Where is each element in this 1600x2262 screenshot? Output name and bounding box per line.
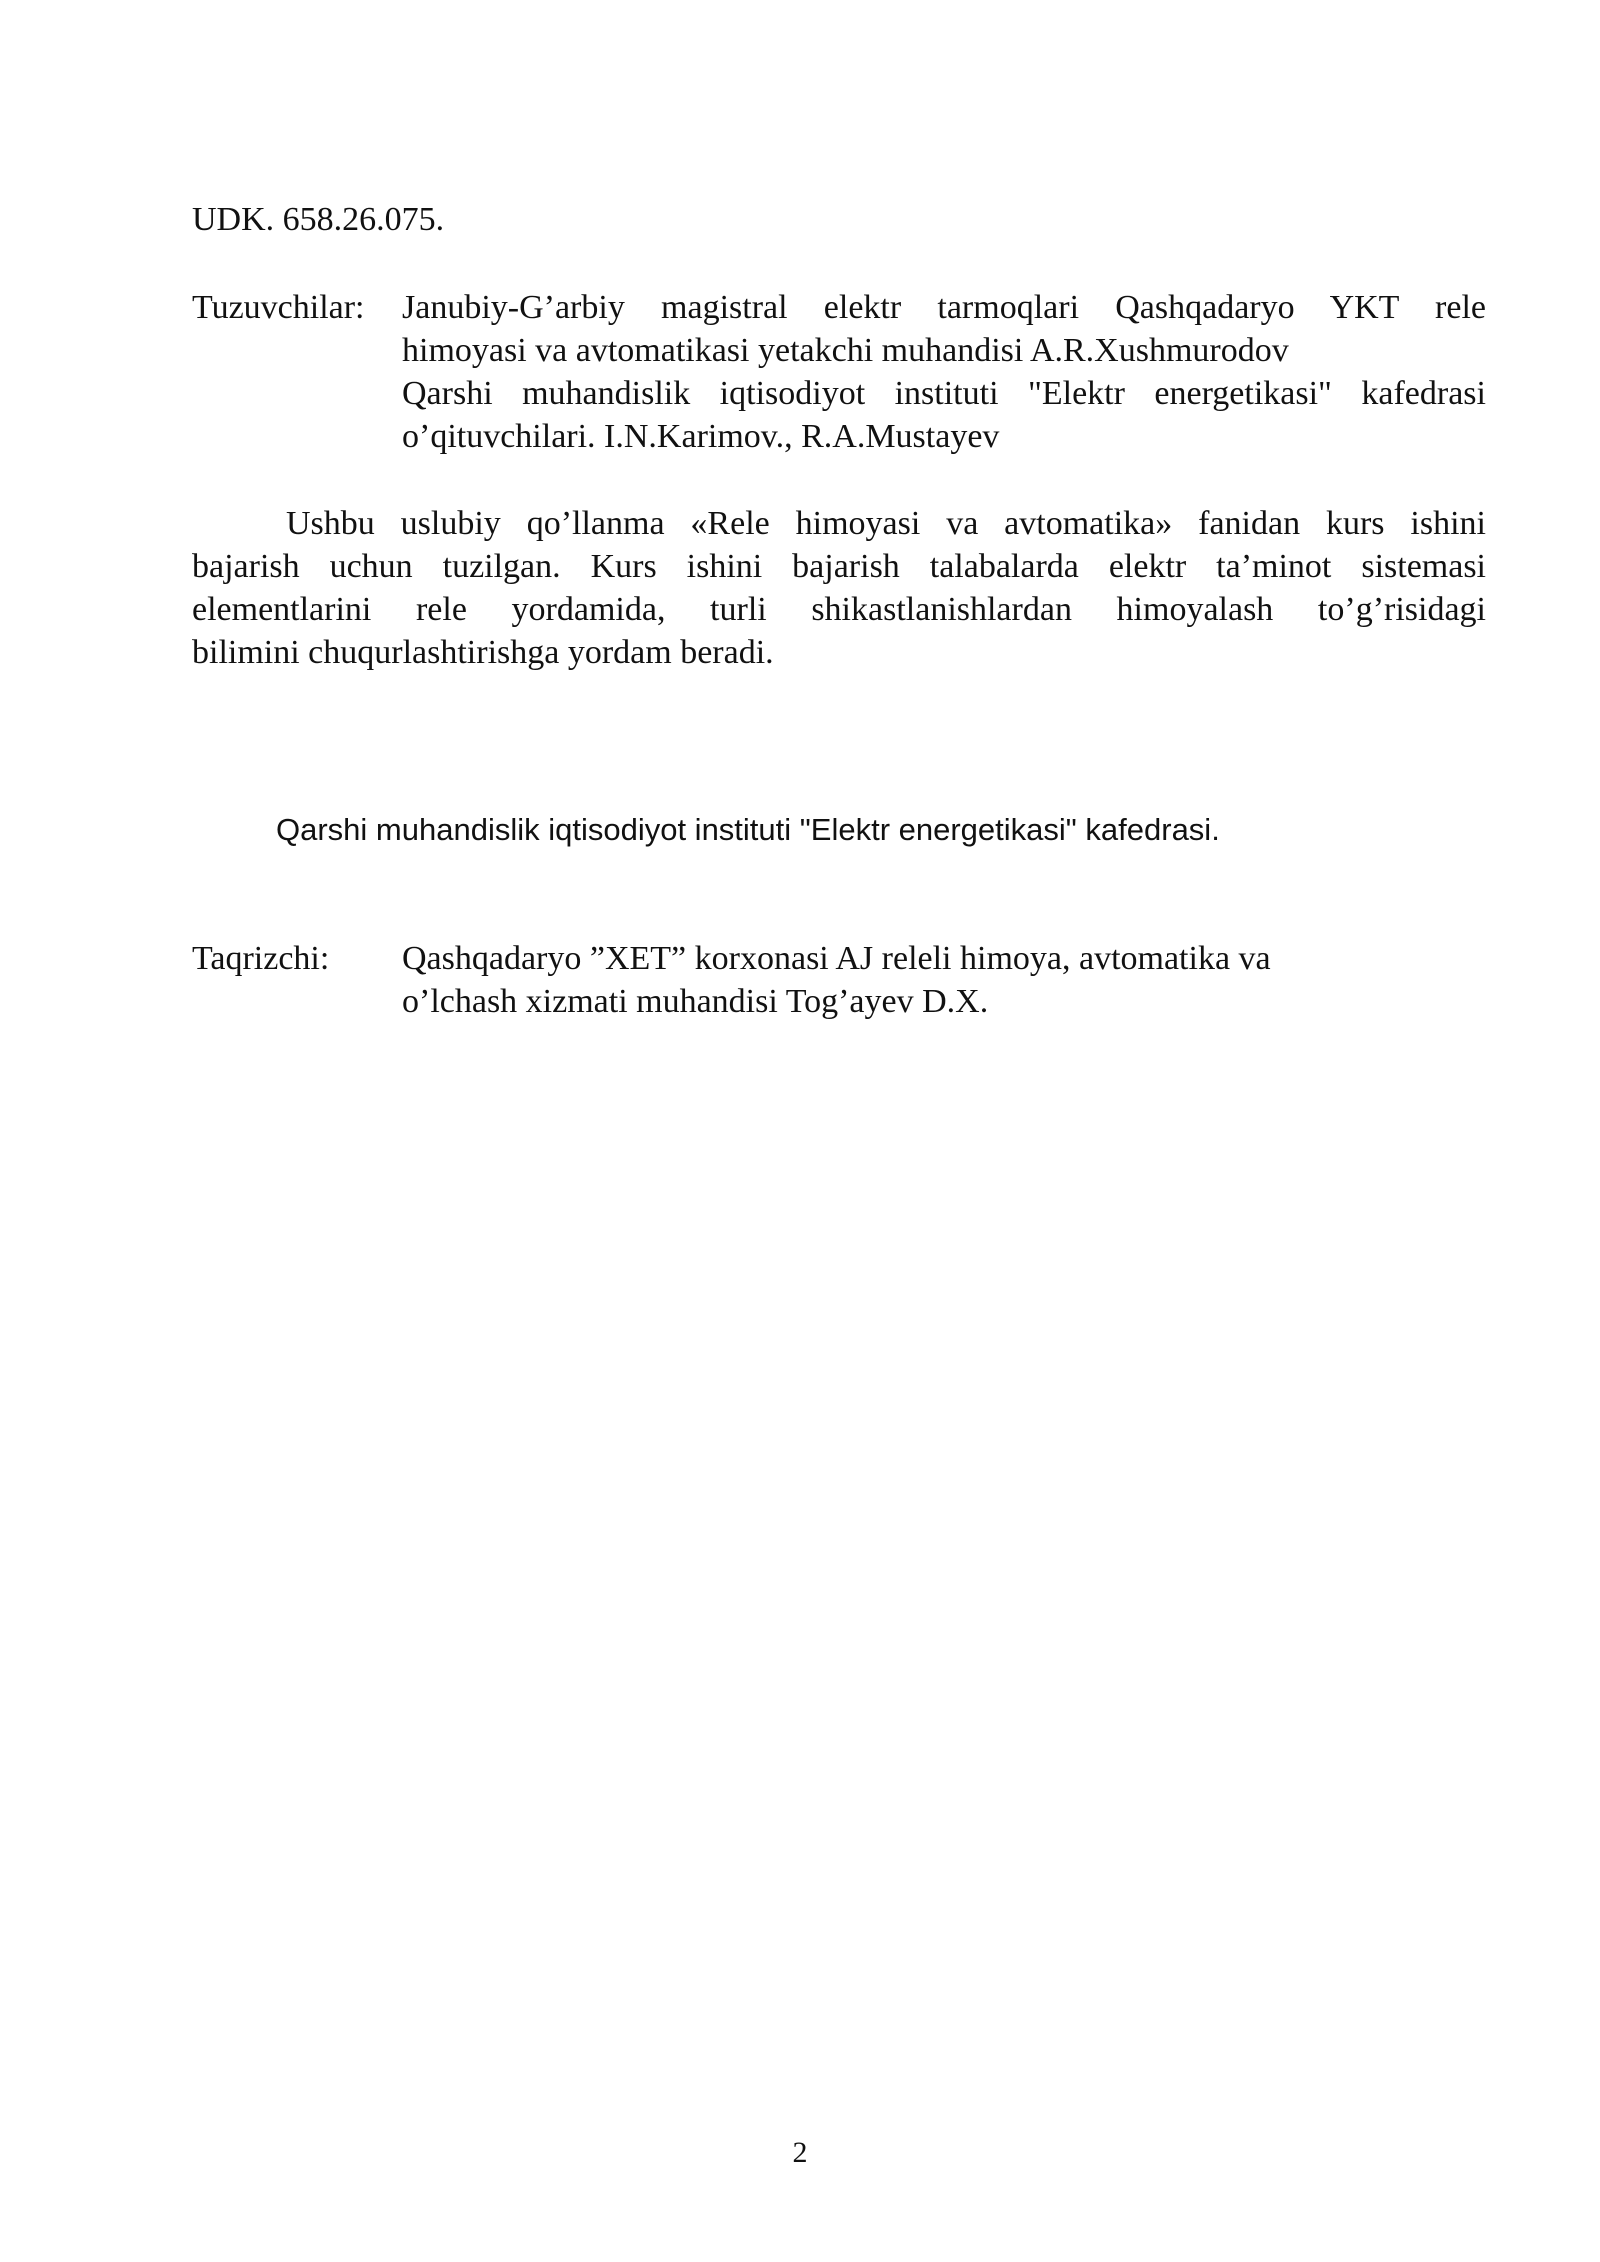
authors-label: Tuzuvchilar: (192, 289, 365, 326)
summary-line: bajarish uchun tuzilgan. Kurs ishini bajarish talabalarda elektr ta’minot sistemasi (192, 548, 1486, 585)
reviewer-label: Taqrizchi: (192, 940, 330, 977)
authors-line: Qarshi muhandislik iqtisodiyot instituti "Elektr energetikasi" kafedrasi (402, 375, 1486, 412)
page-number: 2 (792, 2136, 808, 2169)
summary-paragraph (192, 502, 1486, 674)
udk-code: UDK. 658.26.075. (192, 201, 445, 238)
reviewer-line: Qashqadaryo ”XET” korxonasi AJ releli himoya, avtomatika va (402, 940, 1271, 977)
authors-block (192, 286, 1486, 458)
reviewer-text (402, 937, 1271, 1023)
summary-line: elementlarini rele yordamida, turli shikastlanishlardan himoyalash to’g’risidagi (192, 591, 1486, 628)
summary-line: bilimini chuqurlashtirishga yordam beradi. (192, 634, 774, 671)
reviewer-line: o’lchash xizmati muhandisi Tog’ayev D.X. (402, 983, 989, 1020)
authors-text (402, 286, 1486, 458)
summary-line: Ushbu uslubiy qo’llanma «Rele himoyasi va avtomatika» fanidan kurs ishini (286, 505, 1486, 542)
authors-line: himoyasi va avtomatikasi yetakchi muhandisi A.R.Xushmurodov (402, 332, 1289, 369)
authors-line: Janubiy-G’arbiy magistral elektr tarmoqlari Qashqadaryo YKT rele (402, 289, 1486, 326)
reviewer-block (192, 937, 1486, 1023)
authors-line: o’qituvchilari. I.N.Karimov., R.A.Mustayev (402, 418, 1000, 455)
department-note: Qarshi muhandislik iqtisodiyot instituti "Elektr energetikasi" kafedrasi. (276, 812, 1220, 847)
